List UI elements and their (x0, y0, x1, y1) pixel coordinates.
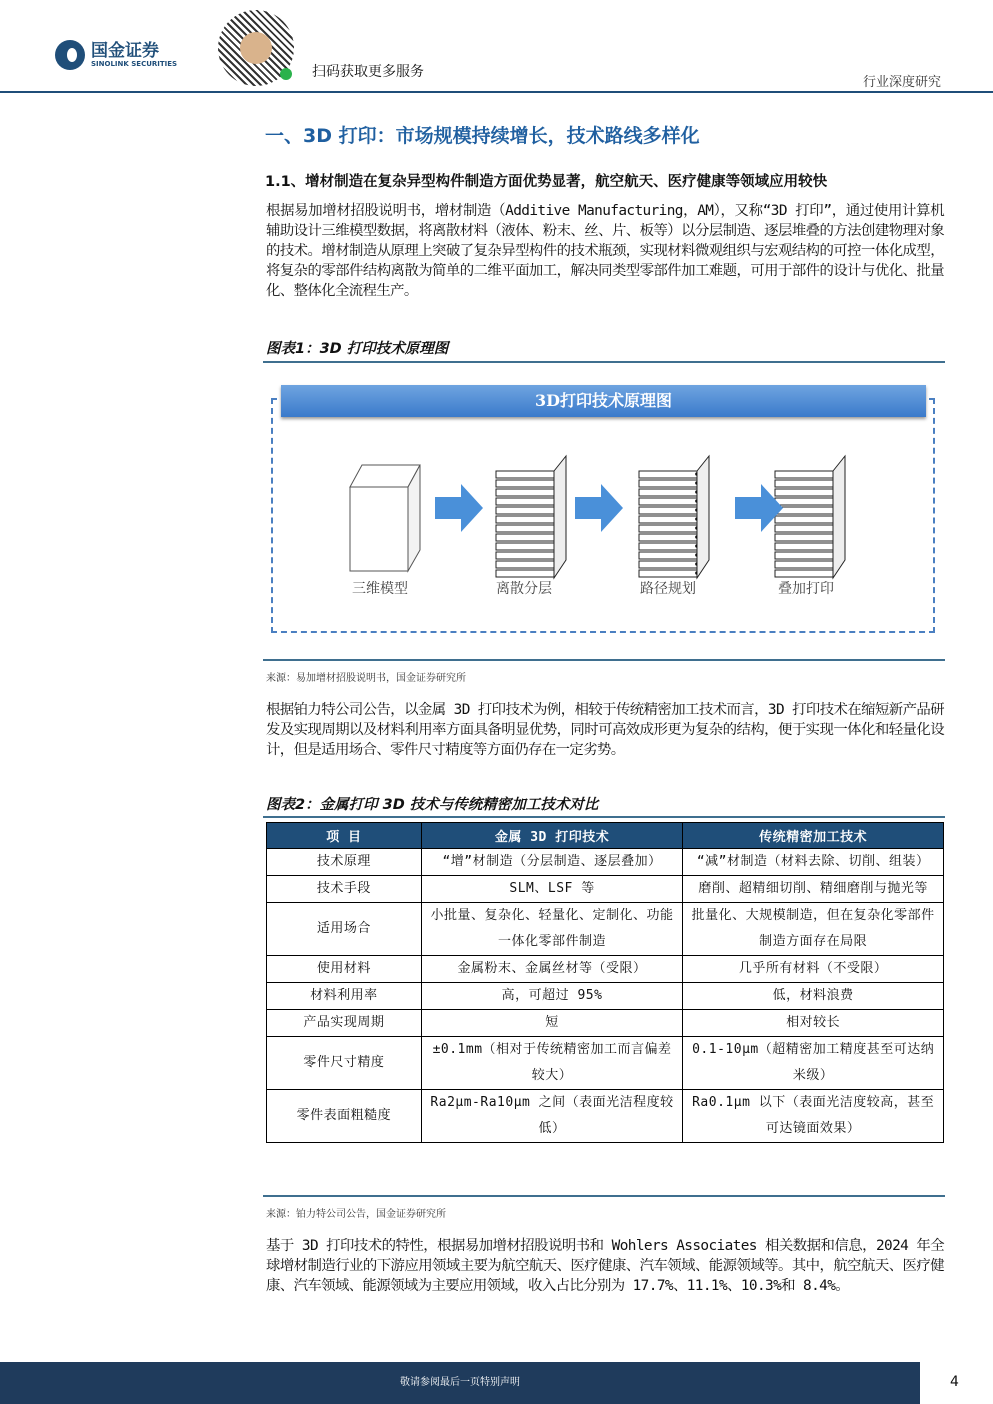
table-cell: 批量化、大规模制造，但在复杂化零部件制造方面存在局限 (683, 903, 944, 956)
table-cell: 技术原理 (267, 849, 422, 876)
footer-disclaimer[interactable]: 敬请参阅最后一页特别声明 (0, 1362, 920, 1404)
subsection-title: 1.1、增材制造在复杂异型构件制造方面优势显著，航空航天、医疗健康等领域应用较快 (265, 174, 828, 190)
section-title: 一、3D 打印：市场规模持续增长，技术路线多样化 (265, 125, 700, 147)
table-cell: 技术手段 (267, 876, 422, 903)
table-row (267, 983, 944, 1010)
step-label: 离散分层 (496, 581, 552, 597)
paragraph-1: 根据易加增材招股说明书，增材制造（Additive Manufacturing，AM），又称“3D 打印”，通过使用计算机辅助设计三维模型数据，将离散材料（液体、粉末、丝、片、板等）以分层制造、逐层堆叠的方法创建物理对象的技术。增材制造从原理上突破了复杂异型构件的技术瓶颈，实现材料微观组织与宏观结构的可控一体化成型，将复杂的零部件结构离散为简单的二维平面加工，解决同类型零部件加工难题，可用于部件的设计与优化、批量化、整体化全流程生产。 (266, 203, 944, 299)
figure2-bottom-rule (263, 1195, 945, 1197)
sliced-layers-icon (496, 456, 566, 578)
table-cell: 产品实现周期 (267, 1010, 422, 1037)
table-row (267, 1090, 944, 1143)
paragraph-2: 根据铂力特公司公告，以金属 3D 打印技术为例，相较于传统精密加工技术而言，3D 打印技术在缩短新产品研发及实现周期以及材料利用率方面具备明显优势，同时可高效成形更为复杂的结构，便于实现一体化和轻量化设计，但是适用场合、零件尺寸精度等方面仍存在一定劣势。 (266, 702, 944, 758)
table-cell: 0.1-10μm（超精密加工精度甚至可达纳米级） (683, 1037, 944, 1090)
table-row (267, 1037, 944, 1090)
figure1-bottom-rule (263, 659, 945, 661)
table-row (267, 956, 944, 983)
table-cell: Ra0.1μm 以下（表面光洁度较高，甚至可达镜面效果） (683, 1090, 944, 1143)
table-cell: 低，材料浪费 (683, 983, 944, 1010)
table-cell: 高，可超过 95% (421, 983, 683, 1010)
qr-code-icon[interactable] (218, 10, 294, 86)
figure2-top-rule (263, 816, 945, 818)
table-cell: 短 (421, 1010, 683, 1037)
comparison-table (266, 822, 944, 1143)
table-cell: 相对较长 (683, 1010, 944, 1037)
table-cell: “增”材制造（分层制造、逐层叠加） (421, 849, 683, 876)
table-cell: 零件尺寸精度 (267, 1037, 422, 1090)
table-header: 传统精密加工技术 (683, 823, 944, 849)
table-cell: 材料利用率 (267, 983, 422, 1010)
cube-model-icon (350, 465, 420, 571)
figure1-top-rule (263, 361, 945, 363)
table-cell: ±0.1mm（相对于传统精密加工而言偏差较大） (421, 1037, 683, 1090)
arrow-head-icon (761, 484, 783, 532)
table-cell: 金属粉末、金属丝材等（受限） (421, 956, 683, 983)
figure1-caption: 图表1：3D 打印技术原理图 (266, 341, 449, 357)
table-cell: 几乎所有材料（不受限） (683, 956, 944, 983)
arrow-icon (575, 497, 601, 519)
path-planning-icon (639, 456, 709, 578)
arrow-head-icon (461, 484, 483, 532)
logo-cn: 国金证券 (91, 41, 159, 61)
table-header: 金属 3D 打印技术 (421, 823, 683, 849)
page-number: 4 (950, 1374, 959, 1390)
table-cell: 使用材料 (267, 956, 422, 983)
table-cell: 适用场合 (267, 903, 422, 956)
header-divider (0, 91, 993, 93)
logo-mark-icon (55, 40, 85, 70)
table-row (267, 849, 944, 876)
sinolink-logo (55, 40, 177, 70)
table-cell: SLM、LSF 等 (421, 876, 683, 903)
table-row (267, 1010, 944, 1037)
diagram-title: 3D打印技术原理图 (281, 385, 926, 417)
table-row (267, 876, 944, 903)
step-label: 路径规划 (640, 581, 696, 597)
mini-program-icon (280, 68, 292, 80)
table-row (267, 903, 944, 956)
table-cell: “减”材制造（材料去除、切削、组装） (683, 849, 944, 876)
figure1-source: 来源：易加增材招股说明书，国金证券研究所 (266, 673, 466, 684)
paragraph-3: 基于 3D 打印技术的特性，根据易加增材招股说明书和 Wohlers Associates 相关数据和信息，2024 年全球增材制造行业的下游应用领域主要为航空航天、医疗健康、汽车领域、能源领域等。其中，航空航天、医疗健康、汽车领域、能源领域为主要应用领域，收入占比分别为 17.7%、11.1%、10.3%和 8.4%。 (266, 1238, 944, 1294)
qr-text: 扫码获取更多服务 (312, 64, 424, 80)
table-cell: Ra2μm-Ra10μm 之间（表面光洁程度较低） (421, 1090, 683, 1143)
table-header: 项 目 (267, 823, 422, 849)
report-category: 行业深度研究 (862, 75, 941, 90)
logo-en: SINOLINK SECURITIES (91, 60, 178, 68)
step-label: 叠加打印 (778, 581, 834, 597)
figure2-caption: 图表2：金属打印 3D 技术与传统精密加工技术对比 (266, 797, 599, 813)
step-label: 三维模型 (352, 581, 408, 597)
table-cell: 小批量、复杂化、轻量化、定制化、功能一体化零部件制造 (421, 903, 683, 956)
arrow-head-icon (601, 484, 623, 532)
figure2-source: 来源：铂力特公司公告，国金证券研究所 (266, 1209, 446, 1220)
table-cell: 零件表面粗糙度 (267, 1090, 422, 1143)
arrow-icon (435, 497, 461, 519)
table-cell: 磨削、超精细切削、精细磨削与抛光等 (683, 876, 944, 903)
arrow-icon (735, 497, 761, 519)
stacked-print-icon (775, 456, 845, 578)
3d-printing-diagram (263, 370, 945, 658)
